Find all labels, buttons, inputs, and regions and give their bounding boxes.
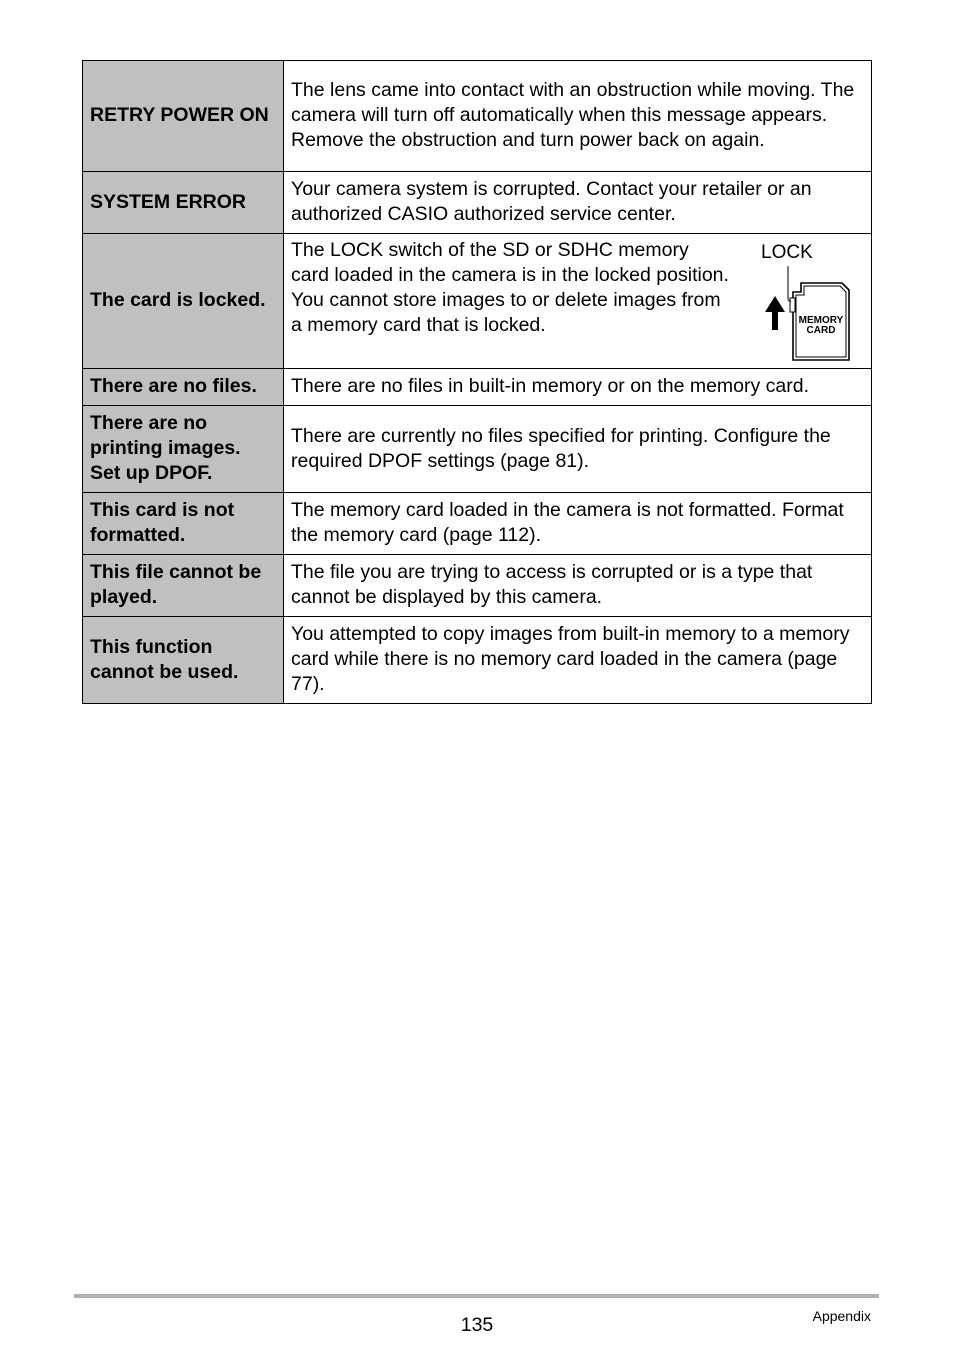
message-description: The memory card loaded in the camera is not formatted. Format the memory card (page 112).: [284, 493, 872, 555]
message-description: Your camera system is corrupted. Contact your retailer or an authorized CASIO authorized service center.: [284, 172, 872, 234]
message-description: There are currently no files specified for printing. Configure the required DPOF settings (page 81).: [284, 406, 872, 493]
message-description: The file you are trying to access is corrupted or is a type that cannot be displayed by this camera.: [284, 555, 872, 617]
message-term: The card is locked.: [83, 234, 284, 369]
memory-card-lock-figure: [761, 240, 861, 364]
table-row: [83, 555, 872, 617]
table-row: [83, 369, 872, 406]
message-description: The LOCK switch of the SD or SDHC memory card loaded in the camera is in the locked position. You cannot store images to or delete images from a memory card that is locked.: [291, 239, 729, 336]
message-term: This function cannot be used.: [83, 617, 284, 704]
message-description-cell: [284, 234, 872, 369]
message-description: You attempted to copy images from built-in memory to a memory card while there is no memory card loaded in the camera (page 77).: [284, 617, 872, 704]
page-number: 135: [460, 1314, 494, 1336]
card-label-line2: CARD: [806, 325, 836, 336]
table-row: [83, 406, 872, 493]
card-label-line1: MEMORY: [798, 315, 844, 326]
message-description: There are no files in built-in memory or on the memory card.: [284, 369, 872, 406]
message-term: SYSTEM ERROR: [83, 172, 284, 234]
message-term: There are no files.: [83, 369, 284, 406]
message-description: The lens came into contact with an obstruction while moving. The camera will turn off automatically when this message appears. Remove the obstruction and turn power back on again.: [284, 61, 872, 172]
table-row: [83, 172, 872, 234]
footer-divider: [74, 1294, 879, 1298]
table-row: [83, 493, 872, 555]
section-label: Appendix: [812, 1308, 871, 1324]
message-term: This card is not formatted.: [83, 493, 284, 555]
message-term: RETRY POWER ON: [83, 61, 284, 172]
table-row: [83, 234, 872, 369]
table-row: [83, 61, 872, 172]
lock-label: LOCK: [761, 242, 813, 263]
table-row: [83, 617, 872, 704]
message-term: This file cannot be played.: [83, 555, 284, 617]
message-table: [82, 60, 872, 704]
message-term: There are no printing images. Set up DPOF.: [83, 406, 284, 493]
